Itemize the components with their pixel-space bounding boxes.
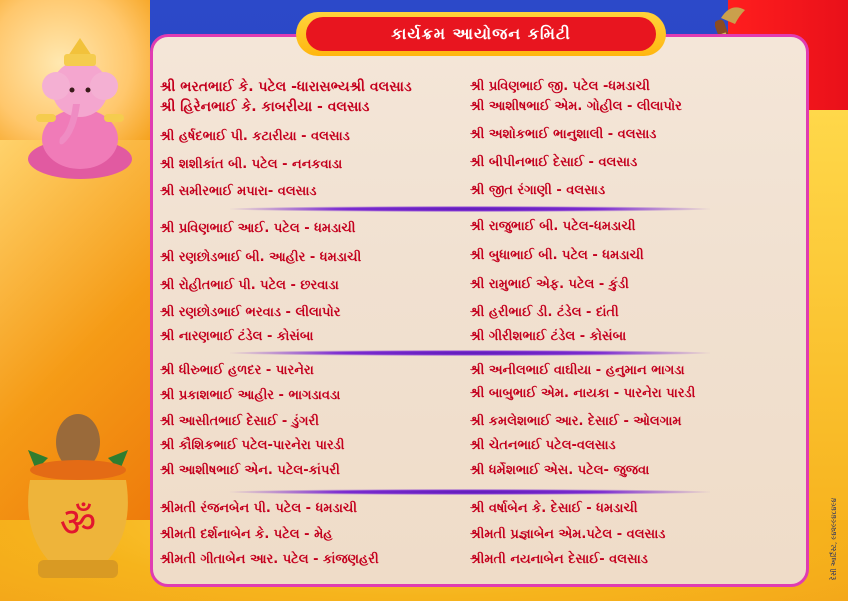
member-right: શ્રી બુધાભાઈ બી. પટેલ - ધમડાચી — [470, 248, 644, 263]
member-right: શ્રી અનીલભાઈ વાઘીયા - હનુમાન ભાગડા — [470, 363, 685, 378]
member-right: શ્રી હરીભાઈ ડી. ટંડેલ - દાંતી — [470, 305, 619, 320]
member-left: શ્રીમતી રંજનબેન પી. પટેલ - ધમડાચી — [160, 501, 358, 516]
member-right: શ્રી આશીષભાઈ એમ. ગોહીલ - લીલાપોર — [470, 99, 682, 114]
member-left: શ્રી આસીતભાઈ દેસાઈ - ડુંગરી — [160, 414, 319, 429]
member-left: શ્રીમતી દર્શનાબેન કે. પટેલ - મેહ — [160, 527, 333, 542]
member-left: શ્રી શશીકાંત બી. પટેલ - નનકવાડા — [160, 157, 343, 172]
member-right: શ્રીમતી પ્રજ્ઞાબેન એમ.પટેલ - વલસાડ — [470, 527, 666, 542]
member-right: શ્રી રાજુભાઈ બી. પટેલ-ધમડાચી — [470, 219, 636, 234]
member-left: શ્રી નારણભાઈ ટંડેલ - કોસંબા — [160, 329, 314, 344]
member-right: શ્રી કમલેશભાઈ આર. દેસાઈ - ઓલગામ — [470, 414, 682, 429]
kalash-coconut-icon — [8, 410, 148, 585]
member-left: શ્રી સમીરભાઈ મપારા- વલસાડ — [160, 184, 317, 199]
member-right: શ્રી જીત રંગાણી - વલસાડ — [470, 183, 606, 198]
om-symbol-icon: ॐ — [59, 500, 97, 546]
member-right: શ્રી ચેતનભાઈ પટેલ-વલસાડ — [470, 438, 616, 453]
member-right: શ્રી બીપીનભાઈ દેસાઈ - વલસાડ — [470, 155, 638, 170]
member-right: શ્રી બાબુભાઈ એમ. નાયકા - પારનેરા પારડી — [470, 386, 696, 401]
member-right: શ્રીમતી નયનાબેન દેસાઈ- વલસાડ — [470, 552, 648, 567]
member-right: શ્રી વર્ષાબેન કે. દેસાઈ - ધમડાચી — [470, 501, 638, 516]
member-left: શ્રી ભરતભાઈ કે. પટેલ -ધારાસભ્યશ્રી વલસાડ — [160, 79, 412, 95]
member-right: શ્રી પ્રવિણભાઈ જી. પટેલ -ધમડાચી — [470, 79, 650, 94]
member-left: શ્રી આશીષભાઈ એન. પટેલ-કાંપરી — [160, 463, 340, 478]
member-left: શ્રી પ્રકાશભાઈ આહીર - ભાગડાવડા — [160, 388, 341, 403]
section-divider — [230, 489, 710, 495]
member-left: શ્રી રોહીતભાઈ પી. પટેલ - છરવાડા — [160, 278, 339, 293]
member-left: શ્રી ધીરુભાઈ હળદર - પારનેરા — [160, 363, 314, 378]
member-left: શ્રી પ્રવિણભાઈ આઈ. પટેલ - ધમડાચી — [160, 221, 356, 236]
member-right: શ્રી રામુભાઈ એફ. પટેલ - કુંડી — [470, 277, 629, 292]
member-left: શ્રી રણછોડભાઈ ભરવાડ - લીલાપોર — [160, 305, 341, 320]
member-left: શ્રી હર્ષદભાઈ પી. કટારીયા - વલસાડ — [160, 129, 350, 144]
member-left: શ્રી રણછોડભાઈ બી. આહીર - ધમડાચી — [160, 250, 362, 265]
ganesh-idol-icon — [18, 34, 140, 184]
title-badge — [296, 12, 666, 56]
member-right: શ્રી ગીરીશભાઈ ટંડેલ - કોસંબા — [470, 329, 627, 344]
member-right: શ્રી ધર્મેશભાઈ એસ. પટેલ- જુજવા — [470, 463, 650, 478]
member-left: શ્રી હિરેનભાઈ કે. કાબરીયા - વલસાડ — [160, 99, 370, 115]
member-right: શ્રી અશોકભાઈ ભાનુશાલી - વલસાડ — [470, 127, 657, 142]
section-divider — [230, 350, 710, 356]
section-divider — [230, 206, 710, 212]
artist-credit: દેસી આર્ટિસ્ટ, ૯૪૨૯૯૪૮૪૯૪ — [830, 497, 838, 580]
background-yellow-band — [808, 110, 848, 540]
member-left: શ્રીમતી ગીતાબેન આર. પટેલ - કાંજણહરી — [160, 552, 379, 567]
member-left: શ્રી કૌશિકભાઈ પટેલ-પારનેરા પારડી — [160, 438, 345, 453]
page-title: કાર્યક્રમ આયોજન કમિટી — [306, 17, 656, 51]
